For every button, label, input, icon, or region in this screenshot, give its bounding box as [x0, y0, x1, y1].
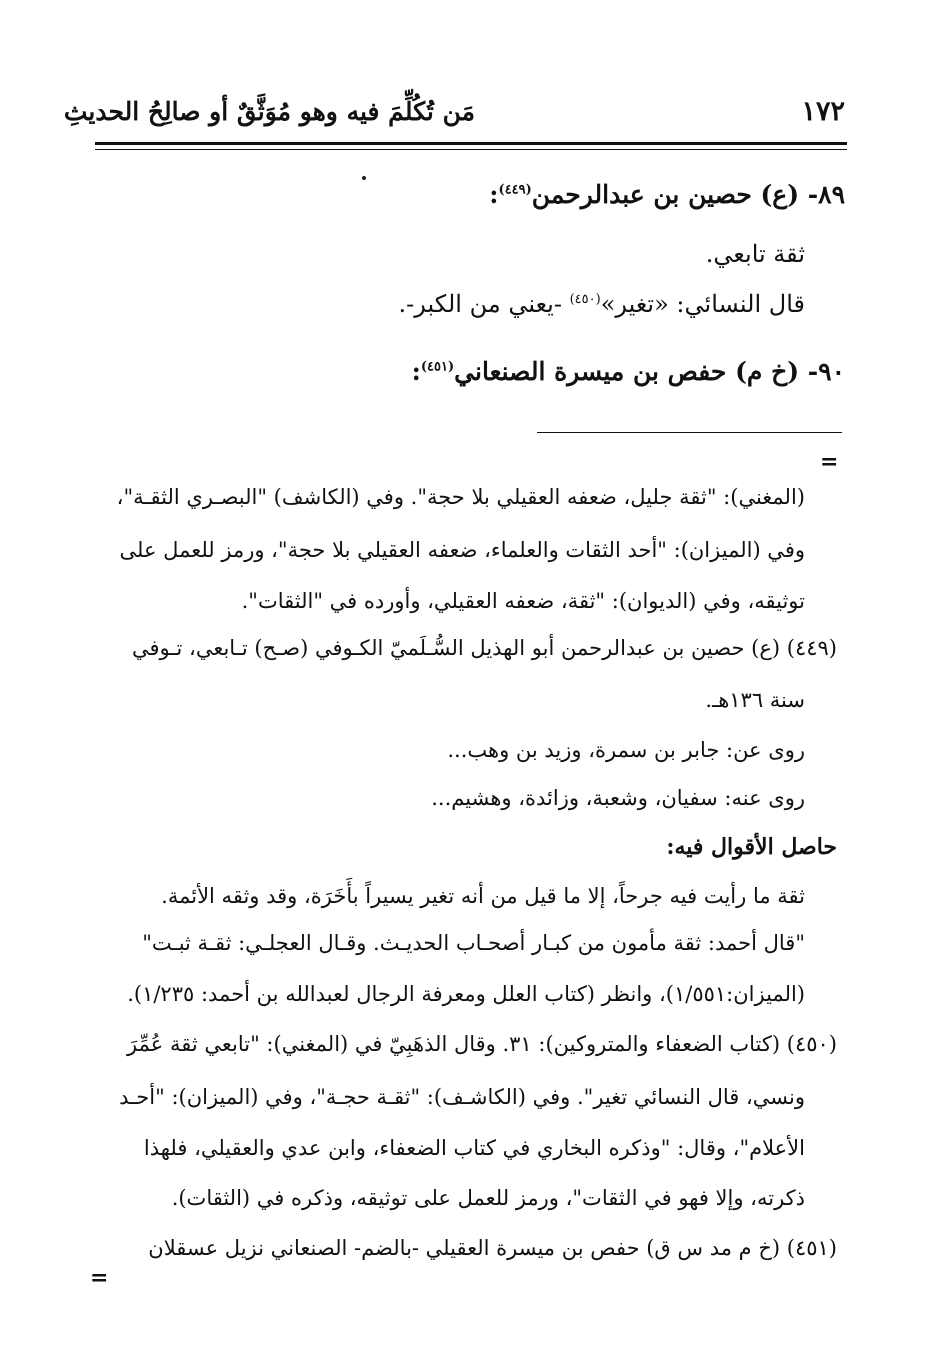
- footnote-line: ونسي، قال النسائي تغير". وفي (الكاشـف): "ثقـة حجـة"، وفي (الميزان): "أحـد: [119, 1085, 805, 1109]
- entry-89-head: ٨٩- (ع) حصين بن عبدالرحمن: [531, 180, 845, 209]
- footnote-ref-451: (٤٥١): [420, 359, 455, 375]
- footnote-451-line: (٤٥١) (خ م مد س ق) حفص بن ميسرة العقيلي -بالضم- الصنعاني نزيل عسقلان: [148, 1236, 837, 1260]
- entry-89-line-2-after: -يعني من الكبر-.: [398, 290, 570, 318]
- header-rule-thin: [95, 149, 847, 150]
- entry-89-line-2: [398, 290, 805, 318]
- footnote-line: (الميزان:١/٥٥١)، وانظر (كتاب العلل ومعرفة الرجال لعبدالله بن أحمد: ١/٢٣٥).: [127, 982, 805, 1006]
- footnote-subheading: حاصل الأقوال فيه:: [666, 834, 837, 860]
- footnote-ref-450: (٤٥٠): [569, 292, 601, 307]
- entry-89-colon: :: [489, 180, 499, 209]
- footnote-continuation-marker: =: [820, 449, 839, 475]
- header-rule-thick: [95, 142, 847, 145]
- entry-89-line-2-before: قال النسائي: «تغير»: [600, 290, 805, 318]
- running-title: مَن تُكُلِّمَ فيه وهو مُوَثَّقٌ أو صالِحُ الحديثِ: [63, 97, 475, 126]
- footnote-separator: [537, 432, 842, 433]
- footnote-continues-marker: =: [90, 1265, 109, 1291]
- footnote-ref-449: (٤٤٩): [498, 182, 532, 198]
- footnote-line: وفي (الميزان): "أحد الثقات والعلماء، ضعفه العقيلي بلا حجة"، ورمز للعمل على: [119, 538, 805, 562]
- footnote-line: سنة ١٣٦هـ.: [705, 688, 805, 712]
- footnote-line: ثقة ما رأيت فيه جرحاً، إلا ما قيل من أنه تغير يسيراً بأَخَرَة، وقد وثقه الأئمة.: [161, 884, 805, 908]
- footnote-line: روى عن: جابر بن سمرة، وزيد بن وهب...: [447, 738, 805, 762]
- entry-89-heading: [489, 180, 845, 209]
- footnote-line: (المغني): "ثقة جليل، ضعفه العقيلي بلا حجة". وفي (الكاشف) "البصـري الثقـة"،: [116, 485, 805, 509]
- footnote-line: روى عنه: سفيان، وشعبة، وزائدة، وهشيم...: [431, 786, 805, 810]
- footnote-449-line: (٤٤٩) (ع) حصين بن عبدالرحمن أبو الهذيل السُّـلَميّ الكـوفي (صـح) تـابعي، تـوفي: [131, 636, 837, 660]
- footnote-line: "قال أحمد: ثقة مأمون من كبـار أصحـاب الحديـث. وقـال العجلـي: ثقـة ثبـت": [142, 931, 805, 955]
- entry-90-heading: [412, 357, 845, 386]
- entry-90-colon: :: [411, 357, 421, 386]
- footnote-line: الأعلام"، وقال: "وذكره البخاري في كتاب الضعفاء، وابن عدي والعقيلي، فلهذا: [143, 1136, 805, 1160]
- footnote-450-line: (٤٥٠) (كتاب الضعفاء والمتروكين): ٣١. وقال الذهَبِيّ في (المغني): "تابعي ثقة عُمِّرَ: [127, 1032, 837, 1056]
- page-number: ١٧٢: [801, 96, 845, 127]
- footnote-line: ذكرته، وإلا فهو في الثقات"، ورمز للعمل على توثيقه، وذكره في (الثقات).: [171, 1186, 805, 1210]
- entry-89-line-1: ثقة تابعي.: [705, 240, 805, 268]
- ink-speck: [362, 176, 366, 180]
- footnote-line: توثيقه، وفي (الديوان): "ثقة، ضعفه العقيلي، وأورده في "الثقات".: [241, 589, 805, 613]
- entry-90-head: ٩٠- (خ م) حفص بن ميسرة الصنعاني: [454, 357, 845, 386]
